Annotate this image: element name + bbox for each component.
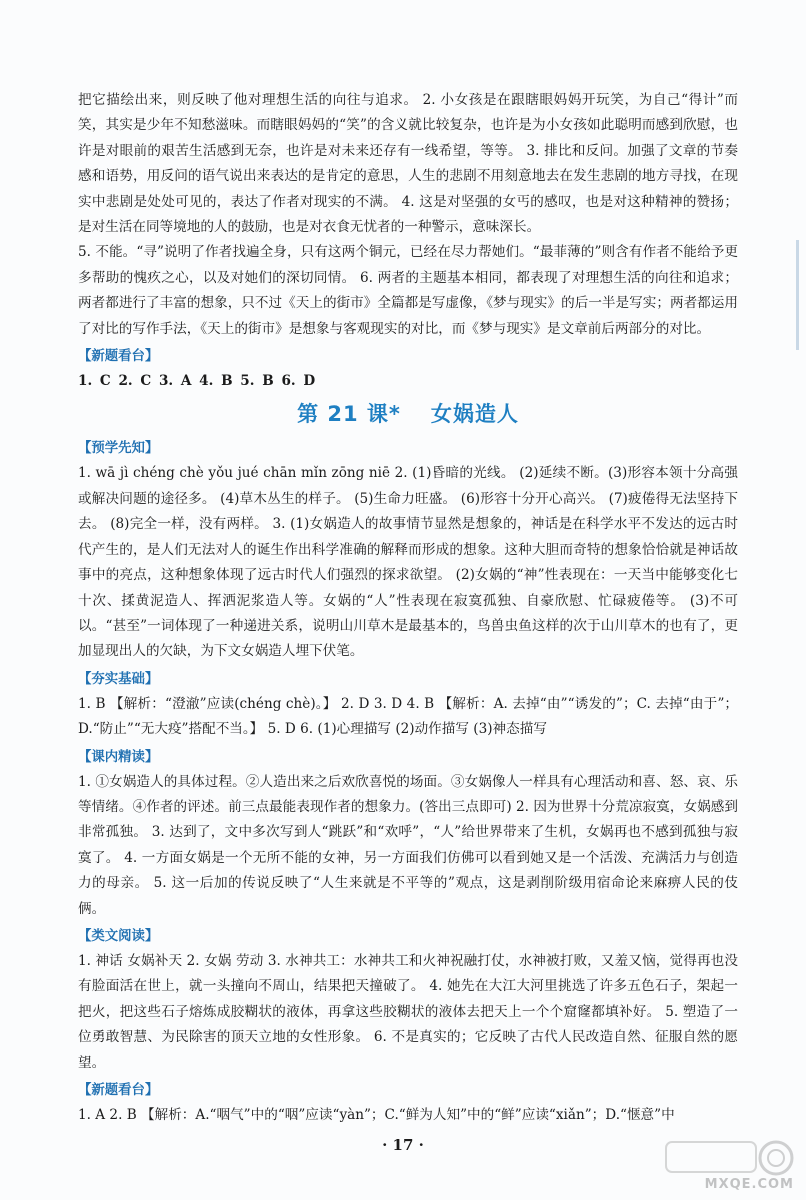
new-topic-2-answers: 1. A 2. B 【解析：A.“咽气”中的“咽”应读“yàn”；C.“鲜为人知”中的“鲜”应读“xiǎn”；D.“惬意”中 xyxy=(78,1107,675,1123)
section-tag-close-reading: 【课内精读】 xyxy=(78,749,159,765)
section-tag-foundation: 【夯实基础】 xyxy=(78,671,159,687)
preview-answers: 1. wā jì chéng chè yǒu jué chān mǐn zōng niē 2. (1)昏暗的光线。 (2)延续不断。(3)形容本领十分高强或解决问题的途径多。 (4)草木丛生的样子。 (5)生命力旺盛。 (6)形容十分开心高兴。 (7)疲倦得无法坚持下去。 (8)完全一样，没有两样。 3. (1)女娲造人的故事情节显然是想象的，神话是在科学水平不发达的远古时代产生的，是人们无法对人的诞生作出科学准确的解释而形成的想象。这种大胆而奇特的想象恰恰就是神话故事中的亮点，这种想象体现了远古时代人们强烈的探求欲望。 (2)女娲的“神”性表现在：一天当中能够变化七十次、揉黄泥造人、挥洒泥浆造人等。女娲的“人”性表现在寂寞孤独、自豪欣慰、忙碌疲倦等。 (3)不可以。“甚至”一词体现了一种递进关系，说明山川草木是最基本的，鸟兽虫鱼这样的次于山川草木的也有了，更加显现出人的欠缺，为下文女娲造人埋下伏笔。 xyxy=(78,465,738,660)
continuation-paragraph-1: 把它描绘出来，则反映了他对理想生活的向往与追求。 2. 小女孩是在跟瞎眼妈妈开玩笑，为自己“得计”而笑，其实是少年不知愁滋味。而瞎眼妈妈的“笑”的含义就比较复杂，也许是为小女孩如此聪明而感到欣慰，也许是对眼前的艰苦生活感到无奈，也许是对未来还存有一线希望，等等。 3. 排比和反问。加强了文章的节奏感和语势，用反问的语气说出来表达的是肯定的意思，人生的悲剧不用刻意地去在发生悲剧的地方寻找，在现实中悲剧是处处可见的，表达了作者对现实的不满。 4. 这是对坚强的女丐的感叹，也是对这种精神的赞扬；是对生活在同等境地的人的鼓励，也是对衣食无忧者的一种警示，意味深长。 xyxy=(78,92,738,236)
page-number: · 17 · xyxy=(382,1136,424,1154)
watermark-logo xyxy=(648,1134,798,1194)
section-tag-new-topic-2: 【新题看台】 xyxy=(78,1083,159,1098)
lesson-heading xyxy=(78,394,738,434)
lesson-number: 第 21 课* xyxy=(297,402,401,427)
new-topic-answers: 1. C 2. C 3. A 4. B 5. B 6. D xyxy=(78,373,316,390)
answer-content xyxy=(78,88,738,1128)
section-tag-preview: 【预学先知】 xyxy=(78,441,159,457)
similar-reading-answers: 1. 神话 女娲补天 2. 女娲 劳动 3. 水神共工：水神共工和火神祝融打仗，水神被打败，又羞又恼，觉得再也没有脸面活在世上，就一头撞向不周山，结果把天撞破了。 4. 她先在大江大河里挑选了许多五色石子，架起一把火，把这些石子熔炼成胶糊状的液体，再拿这些胶糊状的液体去把天上一个个窟窿都填补好。 5. 塑造了一位勇敢智慧、为民除害的顶天立地的女性形象。 6. 不是真实的；它反映了古代人民改造自然、征服自然的愿望。 xyxy=(78,952,738,1071)
close-reading-answers: 1. ①女娲造人的具体过程。②人造出来之后欢欣喜悦的场面。③女娲像人一样具有心理活动和喜、怒、哀、乐等情绪。④作者的评述。前三点最能表现作者的想象力。(答出三点即可) 2. 因为世界十分荒凉寂寞，女娲感到非常孤独。 3. 达到了，文中多次写到人“跳跃”和“欢呼”，“人”给世界带来了生机，女娲再也不感到孤独与寂寞了。 4. 一方面女娲是一个无所不能的女神，另一方面我们仿佛可以看到她又是一个活泼、充满活力与创造力的母亲。 5. 这一后加的传说反映了“人生来就是不平等的”观点，这是剥削阶级用宿命论来麻痹人民的伎俩。 xyxy=(78,773,738,917)
section-tag-new-topic: 【新题看台】 xyxy=(78,349,159,365)
lesson-title: 女娲造人 xyxy=(430,402,519,427)
continuation-paragraph-2: 5. 不能。“寻”说明了作者找遍全身，只有这两个铜元，已经在尽力帮她们。“最菲薄的”则含有作者不能给予更多帮助的愧疚之心，以及对她们的深切同情。 6. 两者的主题基本相同，都表现了对理想生活的向往和追求；两者都进行了丰富的想象，只不过《天上的街市》全篇都是写虚像，《梦与现实》的后一半是写实；两者都运用了对比的写作手法，《天上的街市》是想象与客观现实的对比，而《梦与现实》是文章前后两部分的对比。 xyxy=(78,244,738,337)
watermark-text: MXQE.COM xyxy=(704,1177,794,1192)
foundation-answers: 1. B 【解析：“澄澈”应读(chéng chè)。】 2. D 3. D 4. B 【解析：A. 去掉“由”“诱发的”；C. 去掉“由于”；D.“防止”“无大疫”搭配不当。】 5. D 6. (1)心理描写 (2)动作描写 (3)神态描写 xyxy=(78,695,738,738)
section-tag-similar-reading: 【类文阅读】 xyxy=(78,928,159,944)
page-edge-mark xyxy=(796,240,799,350)
